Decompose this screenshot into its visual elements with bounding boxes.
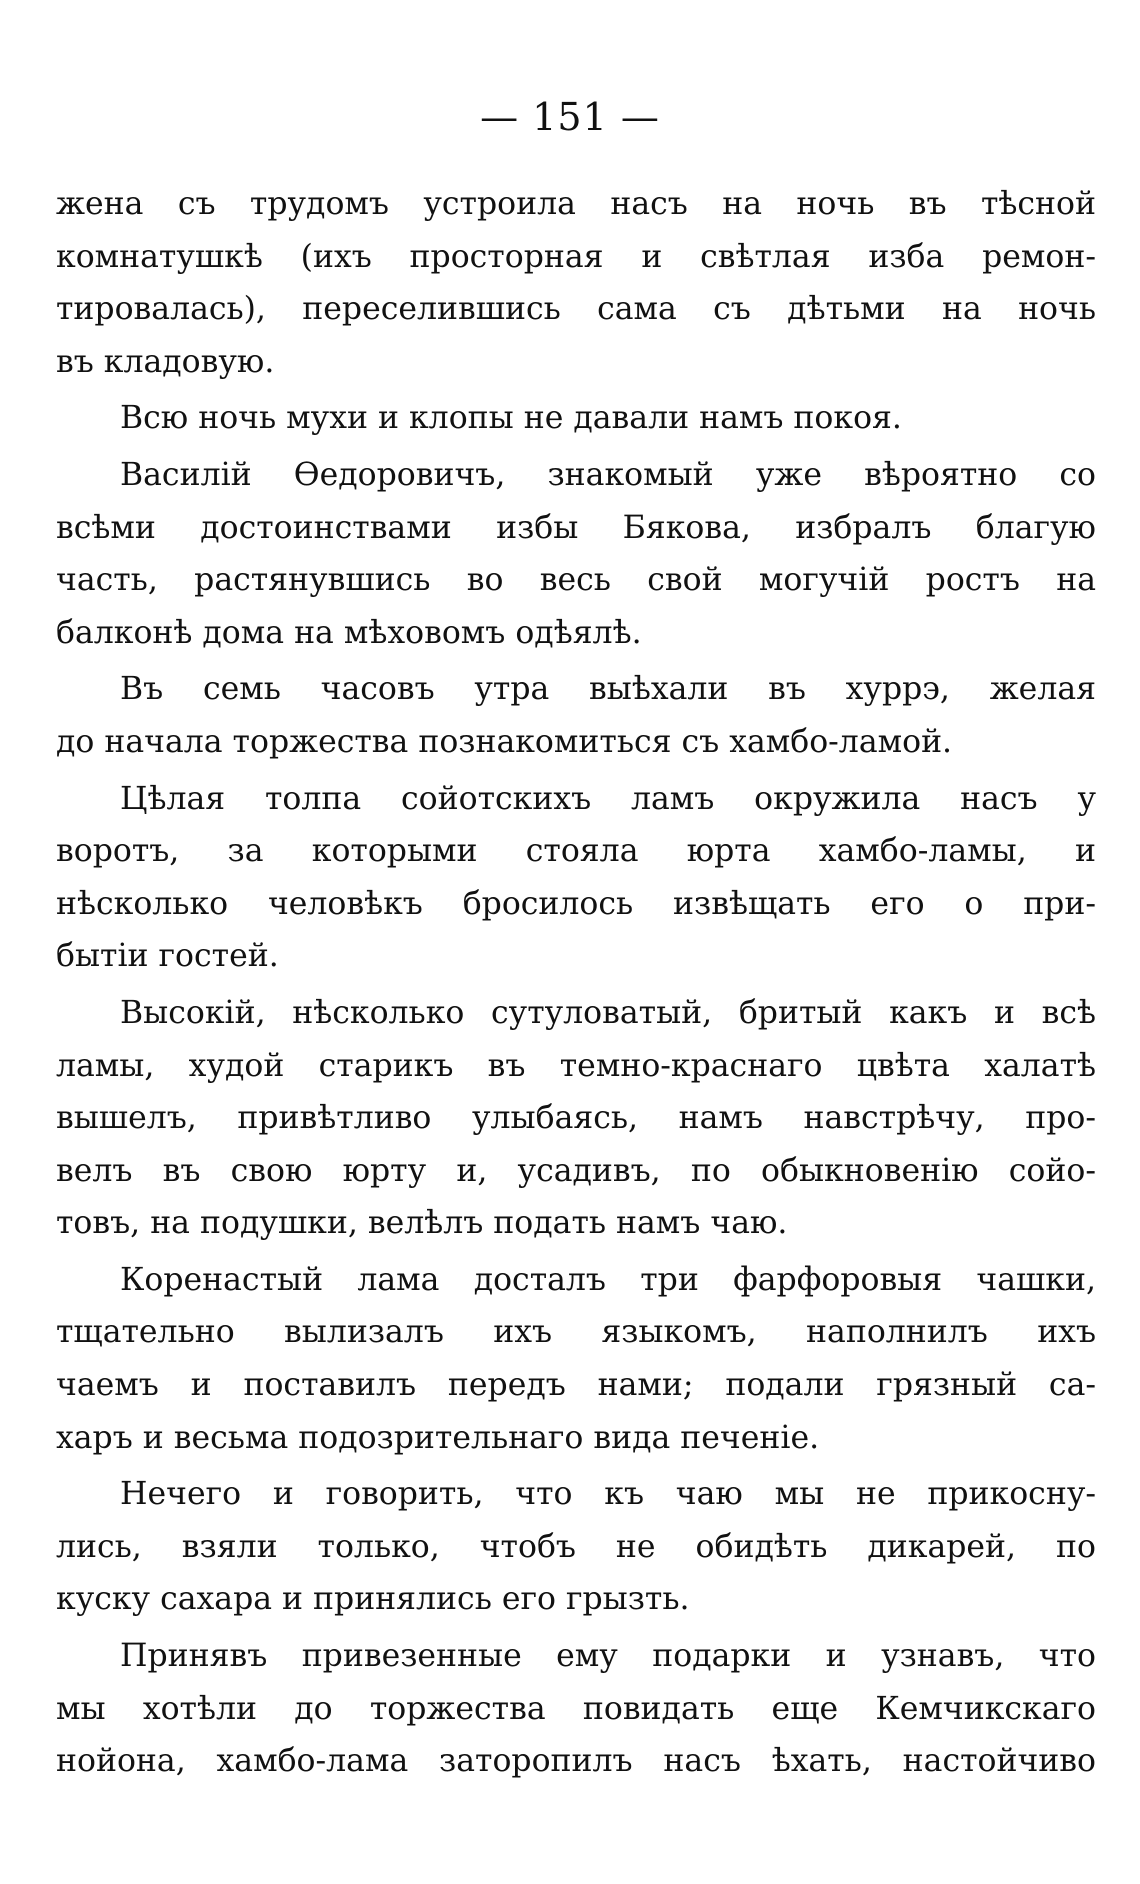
page-number: — 151 — — [480, 95, 660, 139]
paragraph — [56, 178, 1096, 388]
text-line: воротъ, за которыми стояла юрта хамбо-ламы, и — [56, 833, 1096, 870]
text-line: мы хотѣли до торжества повидать еще Кемчикскаго — [56, 1690, 1096, 1727]
paragraph — [56, 392, 1096, 445]
paragraph — [56, 1254, 1096, 1464]
text-line: бытіи гостей. — [56, 938, 279, 975]
body-text — [56, 178, 1096, 1792]
paragraph — [56, 773, 1096, 983]
text-line: нѣсколько человѣкъ бросилось извѣщать его о при- — [56, 885, 1096, 922]
text-line: тщательно вылизалъ ихъ языкомъ, наполнилъ ихъ — [56, 1314, 1096, 1351]
text-line: велъ въ свою юрту и, усадивъ, по обыкновенію сойо- — [56, 1152, 1096, 1189]
paragraph — [56, 987, 1096, 1250]
text-line: жена съ трудомъ устроила насъ на ночь въ тѣсной — [56, 186, 1096, 222]
text-line: Принявъ привезенные ему подарки и узнавъ, что — [120, 1638, 1096, 1675]
text-line: Василій Ѳедоровичъ, знакомый уже вѣроятно со — [120, 456, 1096, 493]
text-line: товъ, на подушки, велѣлъ подать намъ чаю. — [56, 1205, 788, 1242]
text-line: комнатушкѣ (ихъ просторная и свѣтлая изба ремон- — [56, 238, 1096, 275]
text-line: Цѣлая толпа сойотскихъ ламъ окружила насъ у — [120, 780, 1096, 817]
text-line: Коренастый лама досталъ три фарфоровыя чашки, — [120, 1261, 1096, 1298]
text-line: ламы, худой старикъ въ темно-краснаго цвѣта халатѣ — [56, 1047, 1096, 1084]
text-line: Высокій, нѣсколько сутуловатый, бритый какъ и всѣ — [120, 994, 1096, 1031]
paragraph — [56, 449, 1096, 659]
paragraph — [56, 1630, 1096, 1788]
text-line: Въ семь часовъ утра выѣхали въ хуррэ, желая — [120, 671, 1096, 708]
text-line: часть, растянувшись во весь свой могучій ростъ на — [56, 562, 1096, 599]
text-line: балконѣ дома на мѣховомъ одѣялѣ. — [56, 614, 642, 651]
text-line: чаемъ и поставилъ передъ нами; подали грязный са- — [56, 1367, 1096, 1404]
text-line: харъ и весьма подозрительнаго вида печеніе. — [56, 1419, 820, 1456]
text-line: куску сахара и принялись его грызть. — [56, 1581, 690, 1618]
text-line: тировалась), переселившись сама съ дѣтьми на ночь — [56, 291, 1096, 328]
text-line: Всю ночь мухи и клопы не давали намъ покоя. — [120, 400, 902, 437]
text-line: всѣми достоинствами избы Бякова, избралъ благую — [56, 509, 1096, 546]
paragraph — [56, 663, 1096, 768]
text-line: нойона, хамбо-лама заторопилъ насъ ѣхать, настойчиво — [56, 1743, 1096, 1780]
text-line: вышелъ, привѣтливо улыбаясь, намъ навстрѣчу, про- — [56, 1100, 1096, 1137]
text-line: до начала торжества познакомиться съ хамбо-ламой. — [56, 723, 953, 760]
text-line: Нечего и говорить, что къ чаю мы не прикосну- — [120, 1476, 1096, 1513]
text-line: въ кладовую. — [56, 343, 275, 380]
text-line: лись, взяли только, чтобъ не обидѣть дикарей, по — [56, 1528, 1096, 1565]
paragraph — [56, 1468, 1096, 1626]
